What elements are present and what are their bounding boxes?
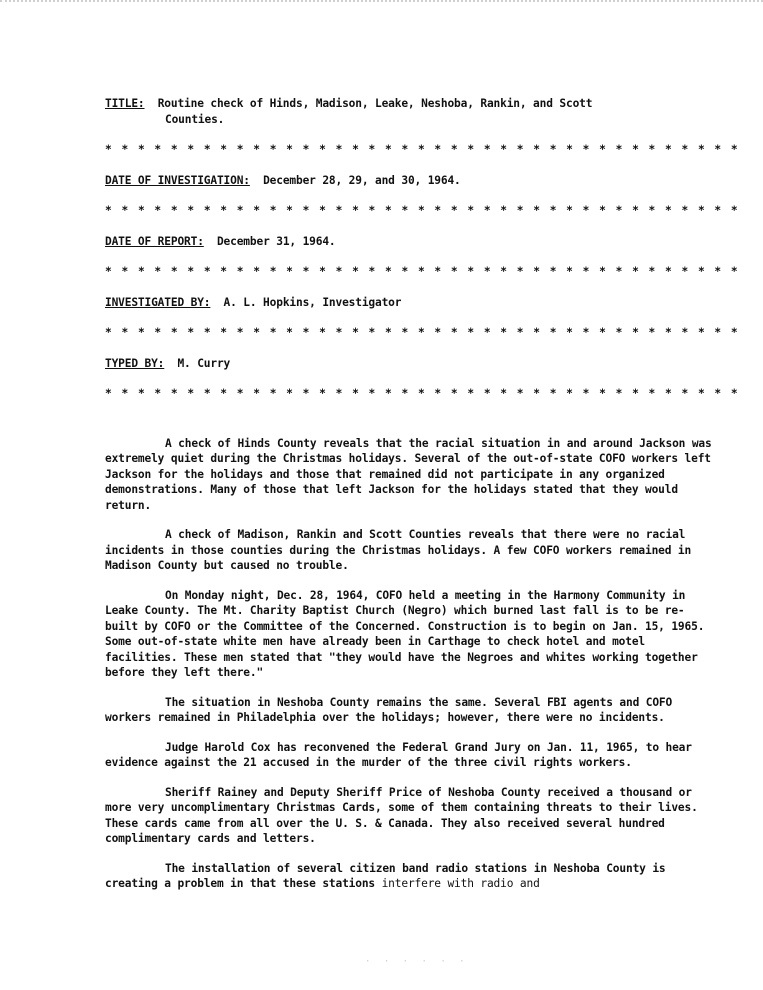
title-value-continued: Counties.	[165, 112, 225, 126]
radio-paragraph-light: interfere with radio and	[375, 877, 540, 890]
typed-by-value: M. Curry	[177, 356, 231, 370]
paragraph-grand-jury: Judge Harold Cox has reconvened the Federal Grand Jury on Jan. 11, 1965, to hear evidence against the 21 accused in the murder of the three civil rights workers.	[105, 740, 692, 769]
separator-5: * * * * * * * * * * * * * * * * * * * * * * * * * * * * * * * * * * * * * * *	[105, 387, 740, 400]
date-of-investigation-value: December 28, 29, and 30, 1964.	[263, 173, 461, 187]
report-body	[105, 436, 717, 892]
separator-4: * * * * * * * * * * * * * * * * * * * * * * * * * * * * * * * * * * * * * * *	[105, 326, 740, 339]
paragraph-radio-stations	[105, 861, 717, 892]
investigated-by-field	[105, 295, 717, 311]
separator-2: * * * * * * * * * * * * * * * * * * * * * * * * * * * * * * * * * * * * * * *	[105, 204, 740, 217]
title-label: TITLE:	[105, 97, 145, 110]
typed-by-label: TYPED BY:	[105, 356, 165, 370]
scan-artifact: · · · · · ·	[365, 957, 469, 967]
investigated-by-label: INVESTIGATED BY:	[105, 295, 211, 309]
separator-3: * * * * * * * * * * * * * * * * * * * * * * * * * * * * * * * * * * * * * * *	[105, 265, 740, 278]
paragraph-madison-rankin-scott: A check of Madison, Rankin and Scott Counties reveals that there were no racial incidents in those counties during the Christmas holidays. A few COFO workers remained in Madison County but caused no trouble.	[105, 528, 692, 572]
typed-by-field	[105, 356, 717, 372]
date-of-report-label: DATE OF REPORT:	[105, 234, 204, 248]
date-of-investigation-label: DATE OF INVESTIGATION:	[105, 173, 250, 187]
date-of-report-value: December 31, 1964.	[216, 234, 336, 248]
scan-edge-dots	[0, 0, 763, 8]
paragraph-christmas-cards: Sheriff Rainey and Deputy Sheriff Price of Neshoba County received a thousand or more very uncomplimentary Christmas Cards, some of them containing threats to their lives. These cards came from all over the U. S. & Canada. They also received several hundred complimentary cards and letters.	[105, 785, 698, 845]
report-document	[105, 96, 740, 906]
radio-paragraph-bold: The installation of several citizen band radio stations in Neshoba County is creating a problem in that these stations	[105, 861, 666, 890]
separator-1: * * * * * * * * * * * * * * * * * * * * * * * * * * * * * * * * * * * * * * *	[105, 143, 740, 156]
date-of-report-field	[105, 234, 717, 250]
title-value: Routine check of Hinds, Madison, Leake, Neshoba, Rankin, and Scott	[157, 97, 593, 110]
date-of-investigation-field	[105, 173, 717, 189]
paragraph-neshoba-county: The situation in Neshoba County remains the same. Several FBI agents and COFO workers remained in Philadelphia over the holidays; however, there were no incidents.	[105, 695, 673, 724]
paragraph-leake-county: On Monday night, Dec. 28, 1964, COFO held a meeting in the Harmony Community in Leake County. The Mt. Charity Baptist Church (Negro) which burned last fall is to be re-built by COFO or the Committee of the Concerned. Construction is to begin on Jan. 15, 1965. Some out-of-state white men have already been in Carthage to check hotel and motel facilities. These men stated that "they would have the Negroes and whites working together before they left there."	[105, 588, 705, 679]
title-field	[105, 96, 717, 112]
paragraph-hinds-county: A check of Hinds County reveals that the racial situation in and around Jackson was extremely quiet during the Christmas holidays. Several of the out-of-state COFO workers left Jackson for the holidays and those that remained did not participate in any organized demonstrations. Many of those that left Jackson for the holidays stated that they would return.	[105, 436, 712, 512]
investigated-by-value: A. L. Hopkins, Investigator	[223, 295, 402, 309]
